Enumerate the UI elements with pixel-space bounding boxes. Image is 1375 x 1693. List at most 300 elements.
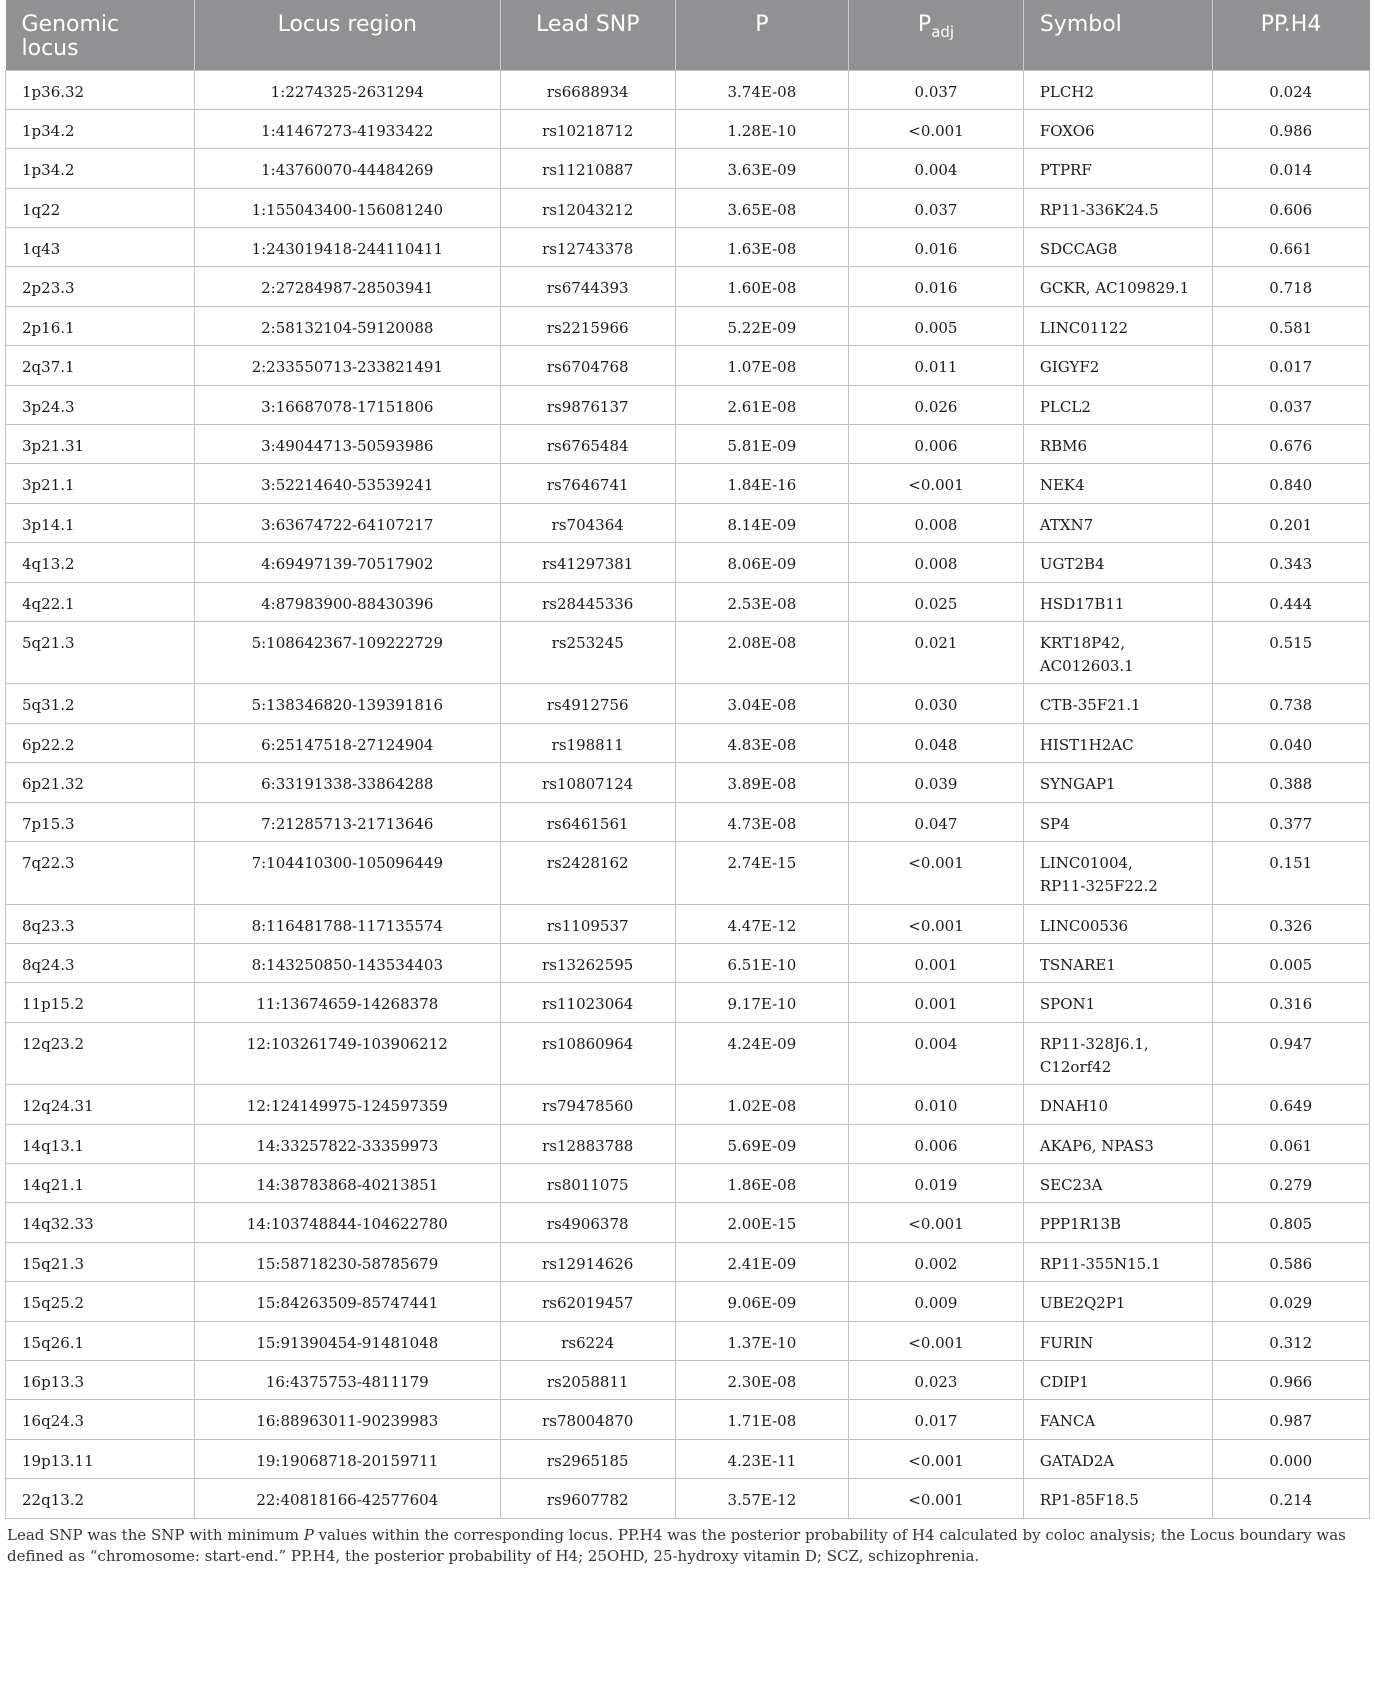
- cell-symbol: [1023, 802, 1212, 841]
- table-row: [6, 983, 1370, 1022]
- cell-p: 1.71E-08: [675, 1400, 849, 1439]
- cell-locus-region: 3:52214640-53539241: [194, 464, 500, 503]
- cell-padj: 0.001: [849, 943, 1024, 982]
- cell-padj: 0.001: [849, 983, 1024, 1022]
- cell-genomic-locus: 15q26.1: [6, 1321, 195, 1360]
- cell-locus-region: 1:2274325-2631294: [194, 70, 500, 109]
- cell-locus-region: 19:19068718-20159711: [194, 1439, 500, 1478]
- cell-lead-snp: rs2428162: [500, 842, 675, 905]
- cell-padj: <0.001: [849, 1479, 1024, 1518]
- symbol-line: LINC00536: [1039, 916, 1129, 935]
- cell-pph4: 0.581: [1212, 306, 1369, 345]
- cell-p: 2.41E-09: [675, 1242, 849, 1281]
- cell-padj: 0.023: [849, 1360, 1024, 1399]
- cell-locus-region: 5:138346820-139391816: [194, 684, 500, 723]
- symbol-line: FANCA: [1039, 1412, 1096, 1431]
- cell-padj: 0.006: [849, 1124, 1024, 1163]
- footnote-italic-p: P: [303, 1525, 314, 1544]
- table-row: [6, 543, 1370, 582]
- cell-padj: 0.037: [849, 188, 1024, 227]
- symbol-line: SPON1: [1039, 995, 1096, 1014]
- cell-pph4: 0.312: [1212, 1321, 1369, 1360]
- symbol-line: PLCL2: [1039, 397, 1091, 416]
- symbol-line: RP11-336K24.5: [1039, 200, 1159, 219]
- symbol-line: PLCH2: [1039, 82, 1094, 101]
- header-genomic-locus: Genomic locus: [6, 0, 195, 70]
- cell-padj: 0.009: [849, 1282, 1024, 1321]
- cell-padj: 0.008: [849, 503, 1024, 542]
- cell-symbol: [1023, 109, 1212, 148]
- cell-symbol: [1023, 1242, 1212, 1281]
- cell-p: 4.23E-11: [675, 1439, 849, 1478]
- cell-pph4: 0.840: [1212, 464, 1369, 503]
- cell-lead-snp: rs6744393: [500, 267, 675, 306]
- cell-lead-snp: rs13262595: [500, 943, 675, 982]
- cell-pph4: 0.000: [1212, 1439, 1369, 1478]
- cell-symbol: [1023, 1163, 1212, 1202]
- cell-padj: <0.001: [849, 464, 1024, 503]
- cell-locus-region: 14:33257822-33359973: [194, 1124, 500, 1163]
- symbol-line: HIST1H2AC: [1039, 735, 1134, 754]
- cell-p: 4.24E-09: [675, 1022, 849, 1085]
- cell-locus-region: 7:21285713-21713646: [194, 802, 500, 841]
- cell-pph4: 0.738: [1212, 684, 1369, 723]
- cell-p: 2.30E-08: [675, 1360, 849, 1399]
- cell-lead-snp: rs2215966: [500, 306, 675, 345]
- cell-pph4: 0.316: [1212, 983, 1369, 1022]
- cell-p: 1.28E-10: [675, 109, 849, 148]
- symbol-line: ATXN7: [1039, 515, 1094, 534]
- cell-lead-snp: rs41297381: [500, 543, 675, 582]
- cell-padj: 0.026: [849, 385, 1024, 424]
- cell-p: 3.63E-09: [675, 149, 849, 188]
- cell-padj: 0.039: [849, 763, 1024, 802]
- cell-p: 4.73E-08: [675, 802, 849, 841]
- cell-locus-region: 12:124149975-124597359: [194, 1085, 500, 1124]
- cell-locus-region: 2:58132104-59120088: [194, 306, 500, 345]
- cell-locus-region: 3:16687078-17151806: [194, 385, 500, 424]
- cell-symbol: [1023, 723, 1212, 762]
- table-row: [6, 503, 1370, 542]
- cell-symbol: [1023, 425, 1212, 464]
- cell-pph4: 0.029: [1212, 1282, 1369, 1321]
- cell-pph4: 0.515: [1212, 621, 1369, 684]
- symbol-line: HSD17B11: [1039, 594, 1125, 613]
- cell-genomic-locus: 22q13.2: [6, 1479, 195, 1518]
- symbol-line: SEC23A: [1039, 1175, 1103, 1194]
- cell-pph4: 0.377: [1212, 802, 1369, 841]
- cell-pph4: 0.343: [1212, 543, 1369, 582]
- cell-p: 4.47E-12: [675, 904, 849, 943]
- cell-p: 2.53E-08: [675, 582, 849, 621]
- cell-symbol: [1023, 904, 1212, 943]
- symbol-line: SP4: [1039, 814, 1070, 833]
- cell-genomic-locus: 2p16.1: [6, 306, 195, 345]
- symbol-line: FURIN: [1039, 1333, 1094, 1352]
- cell-pph4: 0.586: [1212, 1242, 1369, 1281]
- cell-padj: <0.001: [849, 1321, 1024, 1360]
- cell-padj: 0.016: [849, 267, 1024, 306]
- cell-genomic-locus: 8q23.3: [6, 904, 195, 943]
- cell-symbol: [1023, 1124, 1212, 1163]
- cell-pph4: 0.718: [1212, 267, 1369, 306]
- symbol-line-2: AC012603.1: [1039, 656, 1134, 675]
- symbol-line: GCKR, AC109829.1: [1039, 279, 1190, 298]
- cell-p: 2.00E-15: [675, 1203, 849, 1242]
- cell-symbol: [1023, 763, 1212, 802]
- cell-padj: 0.021: [849, 621, 1024, 684]
- cell-locus-region: 15:91390454-91481048: [194, 1321, 500, 1360]
- cell-genomic-locus: 1p34.2: [6, 109, 195, 148]
- table-row: [6, 188, 1370, 227]
- cell-p: 3.04E-08: [675, 684, 849, 723]
- cell-lead-snp: rs10807124: [500, 763, 675, 802]
- header-lead-snp: Lead SNP: [500, 0, 675, 70]
- cell-locus-region: 11:13674659-14268378: [194, 983, 500, 1022]
- cell-genomic-locus: 1q43: [6, 228, 195, 267]
- table-row: [6, 464, 1370, 503]
- symbol-line: UGT2B4: [1039, 555, 1105, 574]
- symbol-line: LINC01122: [1039, 318, 1129, 337]
- footnote-part2: values within the corresponding locus. PP.H4 was the posterior probability of H4 calculated by coloc analysis; the Locus boundary was defined as “chromosome: start-end.” PP.H4, the posterior probability of H4; 25OHD, 25-hydroxy vitamin D; SCZ, schizophrenia.: [7, 1525, 1346, 1565]
- table-row: [6, 904, 1370, 943]
- table-row: [6, 1085, 1370, 1124]
- cell-p: 1.02E-08: [675, 1085, 849, 1124]
- cell-symbol: [1023, 684, 1212, 723]
- header-locus-region: Locus region: [194, 0, 500, 70]
- cell-lead-snp: rs11023064: [500, 983, 675, 1022]
- cell-lead-snp: rs79478560: [500, 1085, 675, 1124]
- header-padj-base: P: [917, 12, 932, 37]
- table-row: [6, 763, 1370, 802]
- cell-lead-snp: rs6704768: [500, 346, 675, 385]
- cell-lead-snp: rs6765484: [500, 425, 675, 464]
- table-footnote: [5, 1519, 1370, 1567]
- cell-symbol: [1023, 582, 1212, 621]
- cell-pph4: 0.017: [1212, 346, 1369, 385]
- cell-pph4: 0.201: [1212, 503, 1369, 542]
- cell-genomic-locus: 3p21.1: [6, 464, 195, 503]
- cell-pph4: 0.214: [1212, 1479, 1369, 1518]
- cell-symbol: [1023, 306, 1212, 345]
- symbol-line: SYNGAP1: [1039, 775, 1116, 794]
- cell-symbol: [1023, 1321, 1212, 1360]
- cell-locus-region: 15:84263509-85747441: [194, 1282, 500, 1321]
- symbol-line: CTB-35F21.1: [1039, 696, 1141, 715]
- symbol-line: TSNARE1: [1039, 955, 1116, 974]
- cell-p: 1.63E-08: [675, 228, 849, 267]
- cell-symbol: [1023, 188, 1212, 227]
- cell-locus-region: 7:104410300-105096449: [194, 842, 500, 905]
- header-padj-subscript: adj: [931, 23, 955, 41]
- table-row: [6, 621, 1370, 684]
- cell-locus-region: 3:63674722-64107217: [194, 503, 500, 542]
- symbol-line: AKAP6, NPAS3: [1039, 1136, 1154, 1155]
- symbol-line: PTPRF: [1039, 161, 1092, 180]
- symbol-line: LINC01004,: [1039, 854, 1133, 873]
- cell-locus-region: 16:88963011-90239983: [194, 1400, 500, 1439]
- cell-p: 6.51E-10: [675, 943, 849, 982]
- cell-padj: 0.037: [849, 70, 1024, 109]
- cell-p: 1.07E-08: [675, 346, 849, 385]
- cell-lead-snp: rs12883788: [500, 1124, 675, 1163]
- table-body: [6, 70, 1370, 1518]
- cell-padj: 0.025: [849, 582, 1024, 621]
- header-symbol: Symbol: [1023, 0, 1212, 70]
- cell-symbol: [1023, 1022, 1212, 1085]
- cell-padj: 0.019: [849, 1163, 1024, 1202]
- cell-p: 9.06E-09: [675, 1282, 849, 1321]
- cell-pph4: 0.024: [1212, 70, 1369, 109]
- cell-genomic-locus: 6p22.2: [6, 723, 195, 762]
- cell-padj: 0.017: [849, 1400, 1024, 1439]
- cell-symbol: [1023, 1439, 1212, 1478]
- cell-genomic-locus: 3p24.3: [6, 385, 195, 424]
- symbol-line: DNAH10: [1039, 1097, 1108, 1116]
- cell-pph4: 0.606: [1212, 188, 1369, 227]
- results-table: [5, 0, 1370, 1519]
- cell-locus-region: 5:108642367-109222729: [194, 621, 500, 684]
- cell-pph4: 0.005: [1212, 943, 1369, 982]
- symbol-line: NEK4: [1039, 476, 1085, 495]
- cell-lead-snp: rs6688934: [500, 70, 675, 109]
- cell-lead-snp: rs198811: [500, 723, 675, 762]
- cell-symbol: [1023, 228, 1212, 267]
- cell-p: 5.81E-09: [675, 425, 849, 464]
- cell-genomic-locus: 19p13.11: [6, 1439, 195, 1478]
- table-row: [6, 149, 1370, 188]
- cell-locus-region: 8:116481788-117135574: [194, 904, 500, 943]
- cell-locus-region: 6:25147518-27124904: [194, 723, 500, 762]
- cell-lead-snp: rs704364: [500, 503, 675, 542]
- table-row: [6, 684, 1370, 723]
- table-row: [6, 109, 1370, 148]
- cell-genomic-locus: 2q37.1: [6, 346, 195, 385]
- cell-genomic-locus: 7q22.3: [6, 842, 195, 905]
- symbol-line: PPP1R13B: [1039, 1215, 1122, 1234]
- cell-lead-snp: rs4912756: [500, 684, 675, 723]
- symbol-line: RBM6: [1039, 437, 1088, 456]
- symbol-line: KRT18P42,: [1039, 633, 1126, 652]
- table-row: [6, 723, 1370, 762]
- cell-symbol: [1023, 621, 1212, 684]
- cell-padj: 0.005: [849, 306, 1024, 345]
- cell-locus-region: 1:243019418-244110411: [194, 228, 500, 267]
- table-row: [6, 228, 1370, 267]
- cell-locus-region: 15:58718230-58785679: [194, 1242, 500, 1281]
- header-p: P: [675, 0, 849, 70]
- cell-locus-region: 1:155043400-156081240: [194, 188, 500, 227]
- cell-symbol: [1023, 943, 1212, 982]
- cell-padj: 0.006: [849, 425, 1024, 464]
- table-row: [6, 1282, 1370, 1321]
- cell-locus-region: 14:103748844-104622780: [194, 1203, 500, 1242]
- cell-p: 3.74E-08: [675, 70, 849, 109]
- cell-genomic-locus: 2p23.3: [6, 267, 195, 306]
- symbol-line: UBE2Q2P1: [1039, 1294, 1126, 1313]
- table-container: [5, 0, 1370, 1567]
- cell-genomic-locus: 1q22: [6, 188, 195, 227]
- cell-lead-snp: rs2965185: [500, 1439, 675, 1478]
- table-row: [6, 1360, 1370, 1399]
- cell-symbol: [1023, 1400, 1212, 1439]
- table-row: [6, 842, 1370, 905]
- table-row: [6, 802, 1370, 841]
- table-row: [6, 425, 1370, 464]
- cell-p: 2.61E-08: [675, 385, 849, 424]
- cell-lead-snp: rs9876137: [500, 385, 675, 424]
- cell-p: 3.57E-12: [675, 1479, 849, 1518]
- cell-symbol: [1023, 1479, 1212, 1518]
- symbol-line: RP1-85F18.5: [1039, 1491, 1139, 1510]
- cell-genomic-locus: 14q32.33: [6, 1203, 195, 1242]
- cell-symbol: [1023, 1282, 1212, 1321]
- cell-p: 8.14E-09: [675, 503, 849, 542]
- cell-lead-snp: rs28445336: [500, 582, 675, 621]
- table-row: [6, 1022, 1370, 1085]
- cell-genomic-locus: 3p21.31: [6, 425, 195, 464]
- cell-symbol: [1023, 1203, 1212, 1242]
- cell-lead-snp: rs78004870: [500, 1400, 675, 1439]
- cell-lead-snp: rs253245: [500, 621, 675, 684]
- table-row: [6, 1321, 1370, 1360]
- table-row: [6, 582, 1370, 621]
- cell-locus-region: 16:4375753-4811179: [194, 1360, 500, 1399]
- cell-genomic-locus: 15q21.3: [6, 1242, 195, 1281]
- cell-pph4: 0.661: [1212, 228, 1369, 267]
- cell-lead-snp: rs12914626: [500, 1242, 675, 1281]
- cell-lead-snp: rs7646741: [500, 464, 675, 503]
- cell-genomic-locus: 16p13.3: [6, 1360, 195, 1399]
- cell-lead-snp: rs62019457: [500, 1282, 675, 1321]
- cell-padj: <0.001: [849, 842, 1024, 905]
- cell-lead-snp: rs10218712: [500, 109, 675, 148]
- table-row: [6, 1163, 1370, 1202]
- cell-genomic-locus: 12q24.31: [6, 1085, 195, 1124]
- cell-pph4: 0.151: [1212, 842, 1369, 905]
- symbol-line-2: RP11-325F22.2: [1039, 877, 1158, 896]
- cell-lead-snp: rs10860964: [500, 1022, 675, 1085]
- cell-genomic-locus: 1p36.32: [6, 70, 195, 109]
- cell-genomic-locus: 14q21.1: [6, 1163, 195, 1202]
- cell-genomic-locus: 7p15.3: [6, 802, 195, 841]
- symbol-line: FOXO6: [1039, 121, 1095, 140]
- cell-pph4: 0.987: [1212, 1400, 1369, 1439]
- cell-pph4: 0.649: [1212, 1085, 1369, 1124]
- cell-locus-region: 4:87983900-88430396: [194, 582, 500, 621]
- cell-symbol: [1023, 1085, 1212, 1124]
- cell-locus-region: 14:38783868-40213851: [194, 1163, 500, 1202]
- cell-genomic-locus: 8q24.3: [6, 943, 195, 982]
- cell-symbol: [1023, 149, 1212, 188]
- symbol-line-2: C12orf42: [1039, 1057, 1112, 1076]
- cell-pph4: 0.947: [1212, 1022, 1369, 1085]
- table-row: [6, 306, 1370, 345]
- header-pph4: PP.H4: [1212, 0, 1369, 70]
- cell-locus-region: 12:103261749-103906212: [194, 1022, 500, 1085]
- table-row: [6, 385, 1370, 424]
- cell-pph4: 0.014: [1212, 149, 1369, 188]
- table-row: [6, 346, 1370, 385]
- cell-padj: 0.047: [849, 802, 1024, 841]
- cell-padj: 0.011: [849, 346, 1024, 385]
- cell-pph4: 0.326: [1212, 904, 1369, 943]
- cell-p: 3.65E-08: [675, 188, 849, 227]
- table-row: [6, 1203, 1370, 1242]
- cell-p: 1.86E-08: [675, 1163, 849, 1202]
- cell-pph4: 0.966: [1212, 1360, 1369, 1399]
- cell-locus-region: 3:49044713-50593986: [194, 425, 500, 464]
- cell-p: 4.83E-08: [675, 723, 849, 762]
- cell-symbol: [1023, 543, 1212, 582]
- cell-p: 8.06E-09: [675, 543, 849, 582]
- cell-pph4: 0.986: [1212, 109, 1369, 148]
- cell-lead-snp: rs6224: [500, 1321, 675, 1360]
- table-row: [6, 1439, 1370, 1478]
- cell-genomic-locus: 6p21.32: [6, 763, 195, 802]
- table-row: [6, 1124, 1370, 1163]
- symbol-line: SDCCAG8: [1039, 240, 1118, 259]
- cell-pph4: 0.040: [1212, 723, 1369, 762]
- cell-genomic-locus: 14q13.1: [6, 1124, 195, 1163]
- cell-padj: 0.030: [849, 684, 1024, 723]
- cell-symbol: [1023, 346, 1212, 385]
- cell-symbol: [1023, 842, 1212, 905]
- cell-locus-region: 22:40818166-42577604: [194, 1479, 500, 1518]
- cell-lead-snp: rs8011075: [500, 1163, 675, 1202]
- cell-p: 3.89E-08: [675, 763, 849, 802]
- cell-p: 9.17E-10: [675, 983, 849, 1022]
- table-row: [6, 1479, 1370, 1518]
- cell-symbol: [1023, 983, 1212, 1022]
- cell-p: 2.08E-08: [675, 621, 849, 684]
- cell-locus-region: 1:41467273-41933422: [194, 109, 500, 148]
- cell-genomic-locus: 4q13.2: [6, 543, 195, 582]
- cell-padj: 0.004: [849, 1022, 1024, 1085]
- symbol-line: GATAD2A: [1039, 1451, 1115, 1470]
- header-padj: [849, 0, 1024, 70]
- cell-symbol: [1023, 464, 1212, 503]
- table-row: [6, 1242, 1370, 1281]
- cell-padj: 0.004: [849, 149, 1024, 188]
- cell-lead-snp: rs2058811: [500, 1360, 675, 1399]
- cell-symbol: [1023, 70, 1212, 109]
- cell-lead-snp: rs11210887: [500, 149, 675, 188]
- cell-genomic-locus: 16q24.3: [6, 1400, 195, 1439]
- table-row: [6, 943, 1370, 982]
- cell-padj: <0.001: [849, 904, 1024, 943]
- cell-genomic-locus: 11p15.2: [6, 983, 195, 1022]
- cell-genomic-locus: 12q23.2: [6, 1022, 195, 1085]
- cell-locus-region: 8:143250850-143534403: [194, 943, 500, 982]
- cell-lead-snp: rs9607782: [500, 1479, 675, 1518]
- cell-p: 1.37E-10: [675, 1321, 849, 1360]
- symbol-line: RP11-328J6.1,: [1039, 1034, 1149, 1053]
- cell-pph4: 0.805: [1212, 1203, 1369, 1242]
- cell-p: 1.60E-08: [675, 267, 849, 306]
- cell-padj: <0.001: [849, 1439, 1024, 1478]
- cell-locus-region: 2:27284987-28503941: [194, 267, 500, 306]
- cell-padj: 0.008: [849, 543, 1024, 582]
- cell-genomic-locus: 5q31.2: [6, 684, 195, 723]
- cell-lead-snp: rs4906378: [500, 1203, 675, 1242]
- cell-genomic-locus: 4q22.1: [6, 582, 195, 621]
- table-row: [6, 70, 1370, 109]
- cell-locus-region: 4:69497139-70517902: [194, 543, 500, 582]
- cell-p: 2.74E-15: [675, 842, 849, 905]
- cell-genomic-locus: 1p34.2: [6, 149, 195, 188]
- cell-symbol: [1023, 1360, 1212, 1399]
